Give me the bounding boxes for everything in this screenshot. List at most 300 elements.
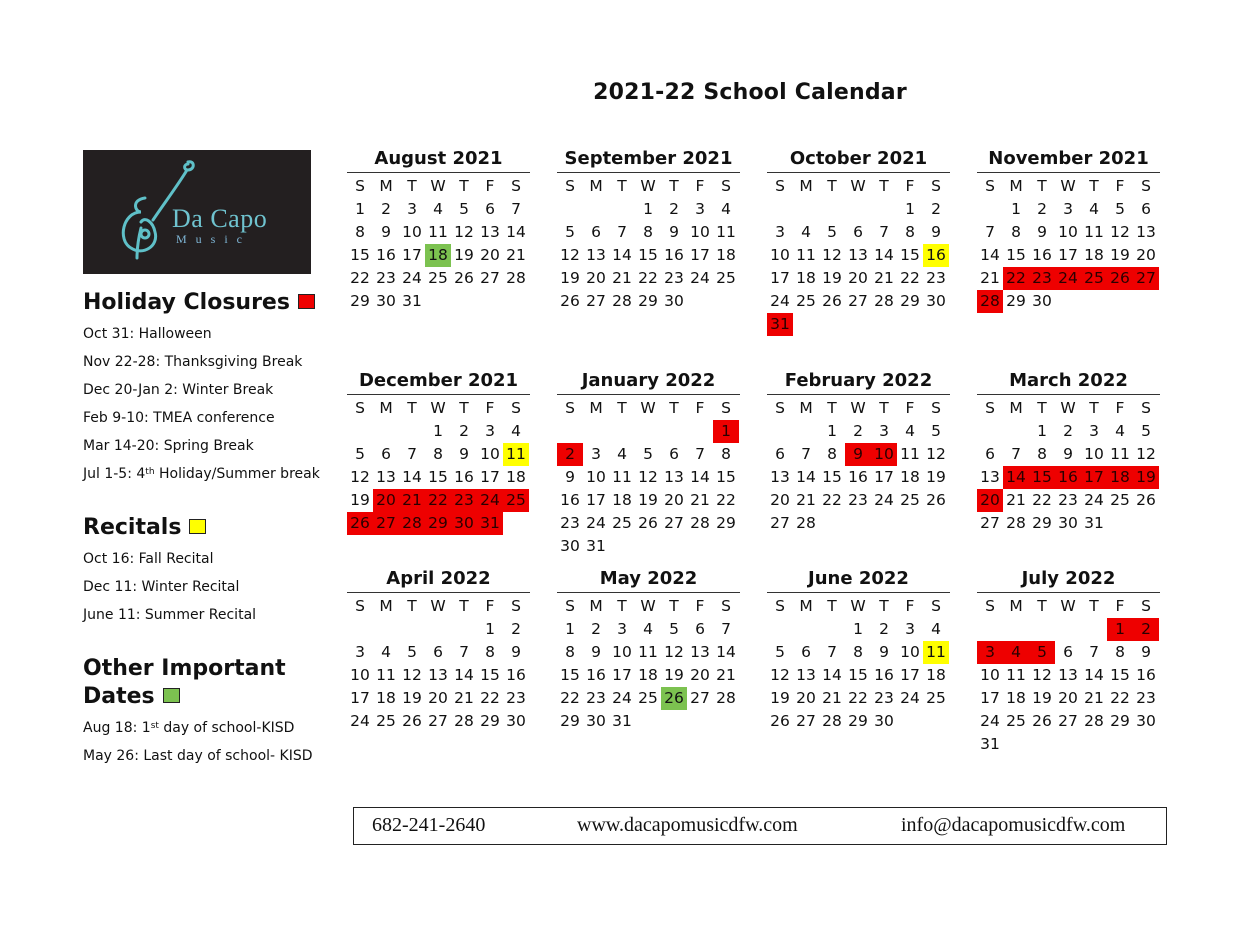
day-cell: 20: [428, 689, 448, 707]
day-cell: 19: [454, 246, 474, 264]
day-cell: 16: [506, 666, 526, 684]
green-swatch-icon: [163, 688, 180, 703]
empty-cell: [1003, 420, 1029, 443]
day-cell: 20: [770, 491, 790, 509]
day-cell: 13: [664, 468, 684, 486]
day-cell: 28: [506, 269, 526, 287]
day-cell: 14: [822, 666, 842, 684]
empty-cell: [845, 198, 871, 221]
day-cell: 24: [770, 292, 790, 310]
month-calendar: [557, 369, 740, 558]
month-divider: [347, 394, 530, 395]
day-cell: 19: [402, 689, 422, 707]
weekday-header: W: [640, 399, 656, 417]
day-cell: 17: [612, 666, 632, 684]
day-cell: 23: [1029, 267, 1055, 290]
day-cell: 29: [560, 712, 580, 730]
day-cell: 9: [1037, 223, 1047, 241]
day-cell: 15: [848, 666, 868, 684]
day-cell: 22: [560, 689, 580, 707]
day-grid: [767, 175, 950, 336]
weekday-header: S: [985, 399, 995, 417]
day-cell: 16: [1136, 666, 1156, 684]
day-cell: 8: [905, 223, 915, 241]
day-cell: 14: [796, 468, 816, 486]
weekday-header: S: [565, 597, 575, 615]
day-cell: 13: [980, 468, 1000, 486]
weekday-header: F: [695, 597, 705, 615]
weekday-header: S: [511, 177, 521, 195]
empty-cell: [373, 420, 399, 443]
holiday-closures-heading: [83, 289, 315, 317]
day-cell: 5: [1029, 641, 1055, 664]
weekday-header: T: [669, 399, 679, 417]
weekday-header: S: [931, 399, 941, 417]
day-cell: 5: [565, 223, 575, 241]
day-cell: 1: [433, 422, 443, 440]
weekday-header: T: [879, 597, 889, 615]
email-link[interactable]: info@dacapomusicdfw.com: [901, 814, 1126, 836]
red-swatch-icon: [298, 294, 315, 309]
weekday-header: S: [511, 399, 521, 417]
day-cell: 10: [980, 666, 1000, 684]
day-cell: 24: [477, 489, 503, 512]
day-cell: 2: [1133, 618, 1159, 641]
day-cell: 7: [827, 643, 837, 661]
day-cell: 13: [796, 666, 816, 684]
day-grid: [767, 397, 950, 535]
day-cell: 10: [350, 666, 370, 684]
day-cell: 25: [376, 712, 396, 730]
day-cell: 29: [638, 292, 658, 310]
day-grid: [557, 595, 740, 733]
weekday-header: F: [485, 399, 495, 417]
day-cell: 28: [399, 512, 425, 535]
day-cell: 10: [1084, 445, 1104, 463]
month-divider: [767, 394, 950, 395]
day-cell: 20: [373, 489, 399, 512]
website-link[interactable]: www.dacapomusicdfw.com: [577, 814, 798, 836]
day-cell: 12: [822, 246, 842, 264]
weekday-header: W: [1060, 177, 1076, 195]
day-cell: 9: [669, 223, 679, 241]
day-cell: 26: [1107, 267, 1133, 290]
day-cell: 22: [822, 491, 842, 509]
day-cell: 24: [1055, 267, 1081, 290]
empty-cell: [425, 618, 451, 641]
month-title: June 2022: [808, 568, 909, 589]
day-cell: 27: [428, 712, 448, 730]
weekday-header: F: [485, 597, 495, 615]
day-cell: 12: [1136, 445, 1156, 463]
weekday-header: M: [379, 177, 393, 195]
day-cell: 16: [454, 468, 474, 486]
month-divider: [977, 394, 1160, 395]
day-cell: 13: [428, 666, 448, 684]
day-cell: 3: [355, 643, 365, 661]
day-cell: 28: [977, 290, 1003, 313]
month-calendar: [767, 147, 950, 336]
weekday-header: S: [355, 177, 365, 195]
day-cell: 14: [980, 246, 1000, 264]
day-cell: 3: [407, 200, 417, 218]
day-cell: 18: [1107, 466, 1133, 489]
day-cell: 4: [617, 445, 627, 463]
day-cell: 11: [1006, 666, 1026, 684]
day-cell: 3: [879, 422, 889, 440]
day-cell: 6: [669, 445, 679, 463]
empty-cell: [557, 420, 583, 443]
day-cell: 8: [485, 643, 495, 661]
day-cell: 11: [1110, 445, 1130, 463]
empty-cell: [635, 420, 661, 443]
day-cell: 1: [1037, 422, 1047, 440]
day-cell: 17: [350, 689, 370, 707]
day-cell: 11: [428, 223, 448, 241]
day-grid: [977, 397, 1160, 535]
day-cell: 1: [1011, 200, 1021, 218]
empty-cell: [767, 618, 793, 641]
day-cell: 1: [905, 200, 915, 218]
weekday-header: S: [775, 177, 785, 195]
weekday-header: S: [721, 597, 731, 615]
day-cell: 15: [900, 246, 920, 264]
day-cell: 7: [879, 223, 889, 241]
day-cell: 9: [565, 468, 575, 486]
day-cell: 21: [506, 246, 526, 264]
day-cell: 18: [926, 666, 946, 684]
weekday-header: F: [905, 177, 915, 195]
day-cell: 5: [355, 445, 365, 463]
day-cell: 24: [980, 712, 1000, 730]
day-cell: 30: [874, 712, 894, 730]
day-cell: 14: [506, 223, 526, 241]
day-cell: 17: [874, 468, 894, 486]
legend-item: Oct 16: Fall Recital: [83, 551, 214, 567]
day-cell: 17: [1058, 246, 1078, 264]
day-cell: 29: [1006, 292, 1026, 310]
weekday-header: S: [565, 399, 575, 417]
legend-item: Oct 31: Halloween: [83, 326, 212, 342]
month-title: August 2021: [374, 148, 503, 169]
other-dates-title-line2: Dates: [83, 684, 155, 709]
month-title: October 2021: [789, 148, 928, 169]
day-cell: 25: [926, 689, 946, 707]
day-cell: 26: [1032, 712, 1052, 730]
day-cell: 11: [503, 443, 529, 466]
day-cell: 7: [617, 223, 627, 241]
day-cell: 12: [350, 468, 370, 486]
day-cell: 12: [770, 666, 790, 684]
day-cell: 23: [1058, 491, 1078, 509]
weekday-header: T: [827, 399, 837, 417]
weekday-header: S: [355, 399, 365, 417]
day-cell: 24: [874, 491, 894, 509]
month-divider: [347, 172, 530, 173]
legend-item: Feb 9-10: TMEA conference: [83, 410, 275, 426]
day-cell: 21: [1006, 491, 1026, 509]
day-cell: 30: [1058, 514, 1078, 532]
day-cell: 30: [376, 292, 396, 310]
day-cell: 27: [586, 292, 606, 310]
day-cell: 5: [643, 445, 653, 463]
weekday-header: T: [879, 399, 889, 417]
day-cell: 21: [1084, 689, 1104, 707]
weekday-header: M: [1009, 597, 1023, 615]
day-cell: 20: [1136, 246, 1156, 264]
day-cell: 4: [801, 223, 811, 241]
day-cell: 3: [617, 620, 627, 638]
day-cell: 20: [848, 269, 868, 287]
empty-cell: [687, 420, 713, 443]
day-cell: 2: [879, 620, 889, 638]
day-cell: 1: [355, 200, 365, 218]
weekday-header: W: [850, 597, 866, 615]
day-cell: 22: [480, 689, 500, 707]
phone-number: 682-241-2640: [372, 814, 486, 836]
day-cell: 10: [586, 468, 606, 486]
day-cell: 19: [1133, 466, 1159, 489]
day-cell: 25: [1081, 267, 1107, 290]
day-cell: 8: [1115, 643, 1125, 661]
day-cell: 26: [560, 292, 580, 310]
day-cell: 3: [1063, 200, 1073, 218]
weekday-header: T: [459, 597, 469, 615]
day-cell: 19: [1110, 246, 1130, 264]
day-cell: 13: [1136, 223, 1156, 241]
empty-cell: [609, 420, 635, 443]
weekday-header: T: [1089, 399, 1099, 417]
weekday-header: T: [459, 177, 469, 195]
weekday-header: S: [721, 399, 731, 417]
day-cell: 7: [1011, 445, 1021, 463]
day-cell: 2: [459, 422, 469, 440]
day-cell: 11: [796, 246, 816, 264]
day-cell: 16: [586, 666, 606, 684]
day-cell: 15: [480, 666, 500, 684]
recitals-title: Recitals: [83, 515, 182, 540]
day-cell: 21: [822, 689, 842, 707]
day-cell: 17: [770, 269, 790, 287]
legend-item: Dec 20-Jan 2: Winter Break: [83, 382, 274, 398]
day-cell: 5: [775, 643, 785, 661]
day-cell: 12: [926, 445, 946, 463]
day-cell: 9: [1063, 445, 1073, 463]
day-cell: 14: [716, 643, 736, 661]
day-cell: 1: [853, 620, 863, 638]
day-cell: 13: [480, 223, 500, 241]
logo-brand: Da Capo: [172, 204, 268, 233]
day-cell: 9: [931, 223, 941, 241]
day-cell: 8: [643, 223, 653, 241]
day-cell: 20: [480, 246, 500, 264]
day-cell: 10: [900, 643, 920, 661]
day-cell: 31: [612, 712, 632, 730]
day-cell: 16: [560, 491, 580, 509]
day-cell: 28: [874, 292, 894, 310]
month-calendar: [767, 567, 950, 733]
day-cell: 8: [433, 445, 443, 463]
weekday-header: T: [669, 177, 679, 195]
day-cell: 15: [1110, 666, 1130, 684]
empty-cell: [347, 420, 373, 443]
day-cell: 1: [643, 200, 653, 218]
day-cell: 26: [454, 269, 474, 287]
weekday-header: S: [511, 597, 521, 615]
weekday-header: T: [1037, 177, 1047, 195]
day-cell: 23: [926, 269, 946, 287]
day-cell: 18: [638, 666, 658, 684]
day-cell: 27: [1133, 267, 1159, 290]
day-cell: 27: [690, 689, 710, 707]
day-cell: 11: [638, 643, 658, 661]
day-cell: 22: [900, 269, 920, 287]
month-calendar: [977, 369, 1160, 535]
day-cell: 22: [1003, 267, 1029, 290]
day-cell: 4: [721, 200, 731, 218]
day-cell: 1: [565, 620, 575, 638]
day-cell: 24: [1084, 491, 1104, 509]
empty-cell: [871, 198, 897, 221]
day-grid: [767, 595, 950, 733]
day-cell: 6: [485, 200, 495, 218]
day-cell: 1: [713, 420, 739, 443]
day-cell: 22: [848, 689, 868, 707]
day-cell: 21: [796, 491, 816, 509]
weekday-header: F: [905, 399, 915, 417]
weekday-header: M: [799, 177, 813, 195]
day-cell: 14: [402, 468, 422, 486]
day-cell: 8: [827, 445, 837, 463]
day-cell: 27: [770, 514, 790, 532]
day-cell: 23: [848, 491, 868, 509]
day-cell: 22: [350, 269, 370, 287]
day-cell: 18: [796, 269, 816, 287]
day-cell: 25: [428, 269, 448, 287]
day-cell: 9: [845, 443, 871, 466]
month-title: January 2022: [581, 370, 716, 391]
day-cell: 9: [591, 643, 601, 661]
month-title: December 2021: [358, 370, 519, 391]
day-cell: 29: [350, 292, 370, 310]
day-cell: 22: [1110, 689, 1130, 707]
weekday-header: M: [589, 399, 603, 417]
weekday-header: W: [1060, 597, 1076, 615]
day-cell: 25: [612, 514, 632, 532]
day-cell: 23: [874, 689, 894, 707]
weekday-header: F: [905, 597, 915, 615]
day-cell: 2: [853, 422, 863, 440]
day-cell: 30: [664, 292, 684, 310]
day-cell: 19: [664, 666, 684, 684]
empty-cell: [977, 198, 1003, 221]
day-cell: 7: [695, 445, 705, 463]
day-cell: 30: [451, 512, 477, 535]
day-cell: 30: [1032, 292, 1052, 310]
day-cell: 1: [827, 422, 837, 440]
day-cell: 14: [1084, 666, 1104, 684]
empty-cell: [767, 198, 793, 221]
day-cell: 15: [560, 666, 580, 684]
day-cell: 16: [848, 468, 868, 486]
day-cell: 22: [638, 269, 658, 287]
day-cell: 13: [586, 246, 606, 264]
day-cell: 7: [511, 200, 521, 218]
day-cell: 12: [1110, 223, 1130, 241]
logo: [83, 150, 311, 274]
day-cell: 15: [1029, 466, 1055, 489]
weekday-header: S: [931, 597, 941, 615]
weekday-header: W: [1060, 399, 1076, 417]
day-cell: 18: [1084, 246, 1104, 264]
weekday-header: T: [407, 177, 417, 195]
month-calendar: [557, 147, 740, 313]
day-cell: 8: [721, 445, 731, 463]
month-title: July 2022: [1021, 568, 1116, 589]
day-cell: 14: [690, 468, 710, 486]
weekday-header: S: [565, 177, 575, 195]
day-cell: 25: [796, 292, 816, 310]
day-cell: 11: [612, 468, 632, 486]
day-cell: 13: [1058, 666, 1078, 684]
day-cell: 20: [664, 491, 684, 509]
day-cell: 12: [638, 468, 658, 486]
day-cell: 6: [1141, 200, 1151, 218]
day-cell: 28: [612, 292, 632, 310]
day-cell: 5: [1115, 200, 1125, 218]
day-cell: 25: [716, 269, 736, 287]
day-cell: 23: [376, 269, 396, 287]
day-cell: 21: [690, 491, 710, 509]
weekday-header: W: [430, 399, 446, 417]
day-cell: 7: [407, 445, 417, 463]
month-calendar: [347, 369, 530, 535]
weekday-header: M: [799, 597, 813, 615]
day-cell: 5: [931, 422, 941, 440]
day-cell: 4: [643, 620, 653, 638]
weekday-header: S: [985, 597, 995, 615]
month-calendar: [977, 147, 1160, 313]
day-cell: 2: [557, 443, 583, 466]
empty-cell: [1003, 618, 1029, 641]
weekday-header: M: [1009, 399, 1023, 417]
empty-cell: [399, 420, 425, 443]
day-cell: 27: [373, 512, 399, 535]
empty-cell: [557, 198, 583, 221]
day-cell: 28: [1084, 712, 1104, 730]
day-cell: 7: [721, 620, 731, 638]
page-title: 2021-22 School Calendar: [593, 80, 907, 105]
month-title: February 2022: [784, 370, 933, 391]
day-cell: 26: [822, 292, 842, 310]
day-cell: 26: [661, 687, 687, 710]
weekday-header: W: [640, 177, 656, 195]
day-cell: 26: [1136, 491, 1156, 509]
day-cell: 9: [879, 643, 889, 661]
day-cell: 18: [900, 468, 920, 486]
day-cell: 1: [1107, 618, 1133, 641]
contact-footer: [353, 807, 1167, 845]
day-cell: 15: [822, 468, 842, 486]
empty-cell: [793, 618, 819, 641]
day-cell: 10: [871, 443, 897, 466]
day-cell: 17: [480, 468, 500, 486]
day-cell: 14: [1003, 466, 1029, 489]
day-cell: 2: [669, 200, 679, 218]
day-cell: 19: [926, 468, 946, 486]
day-cell: 18: [506, 468, 526, 486]
empty-cell: [819, 618, 845, 641]
